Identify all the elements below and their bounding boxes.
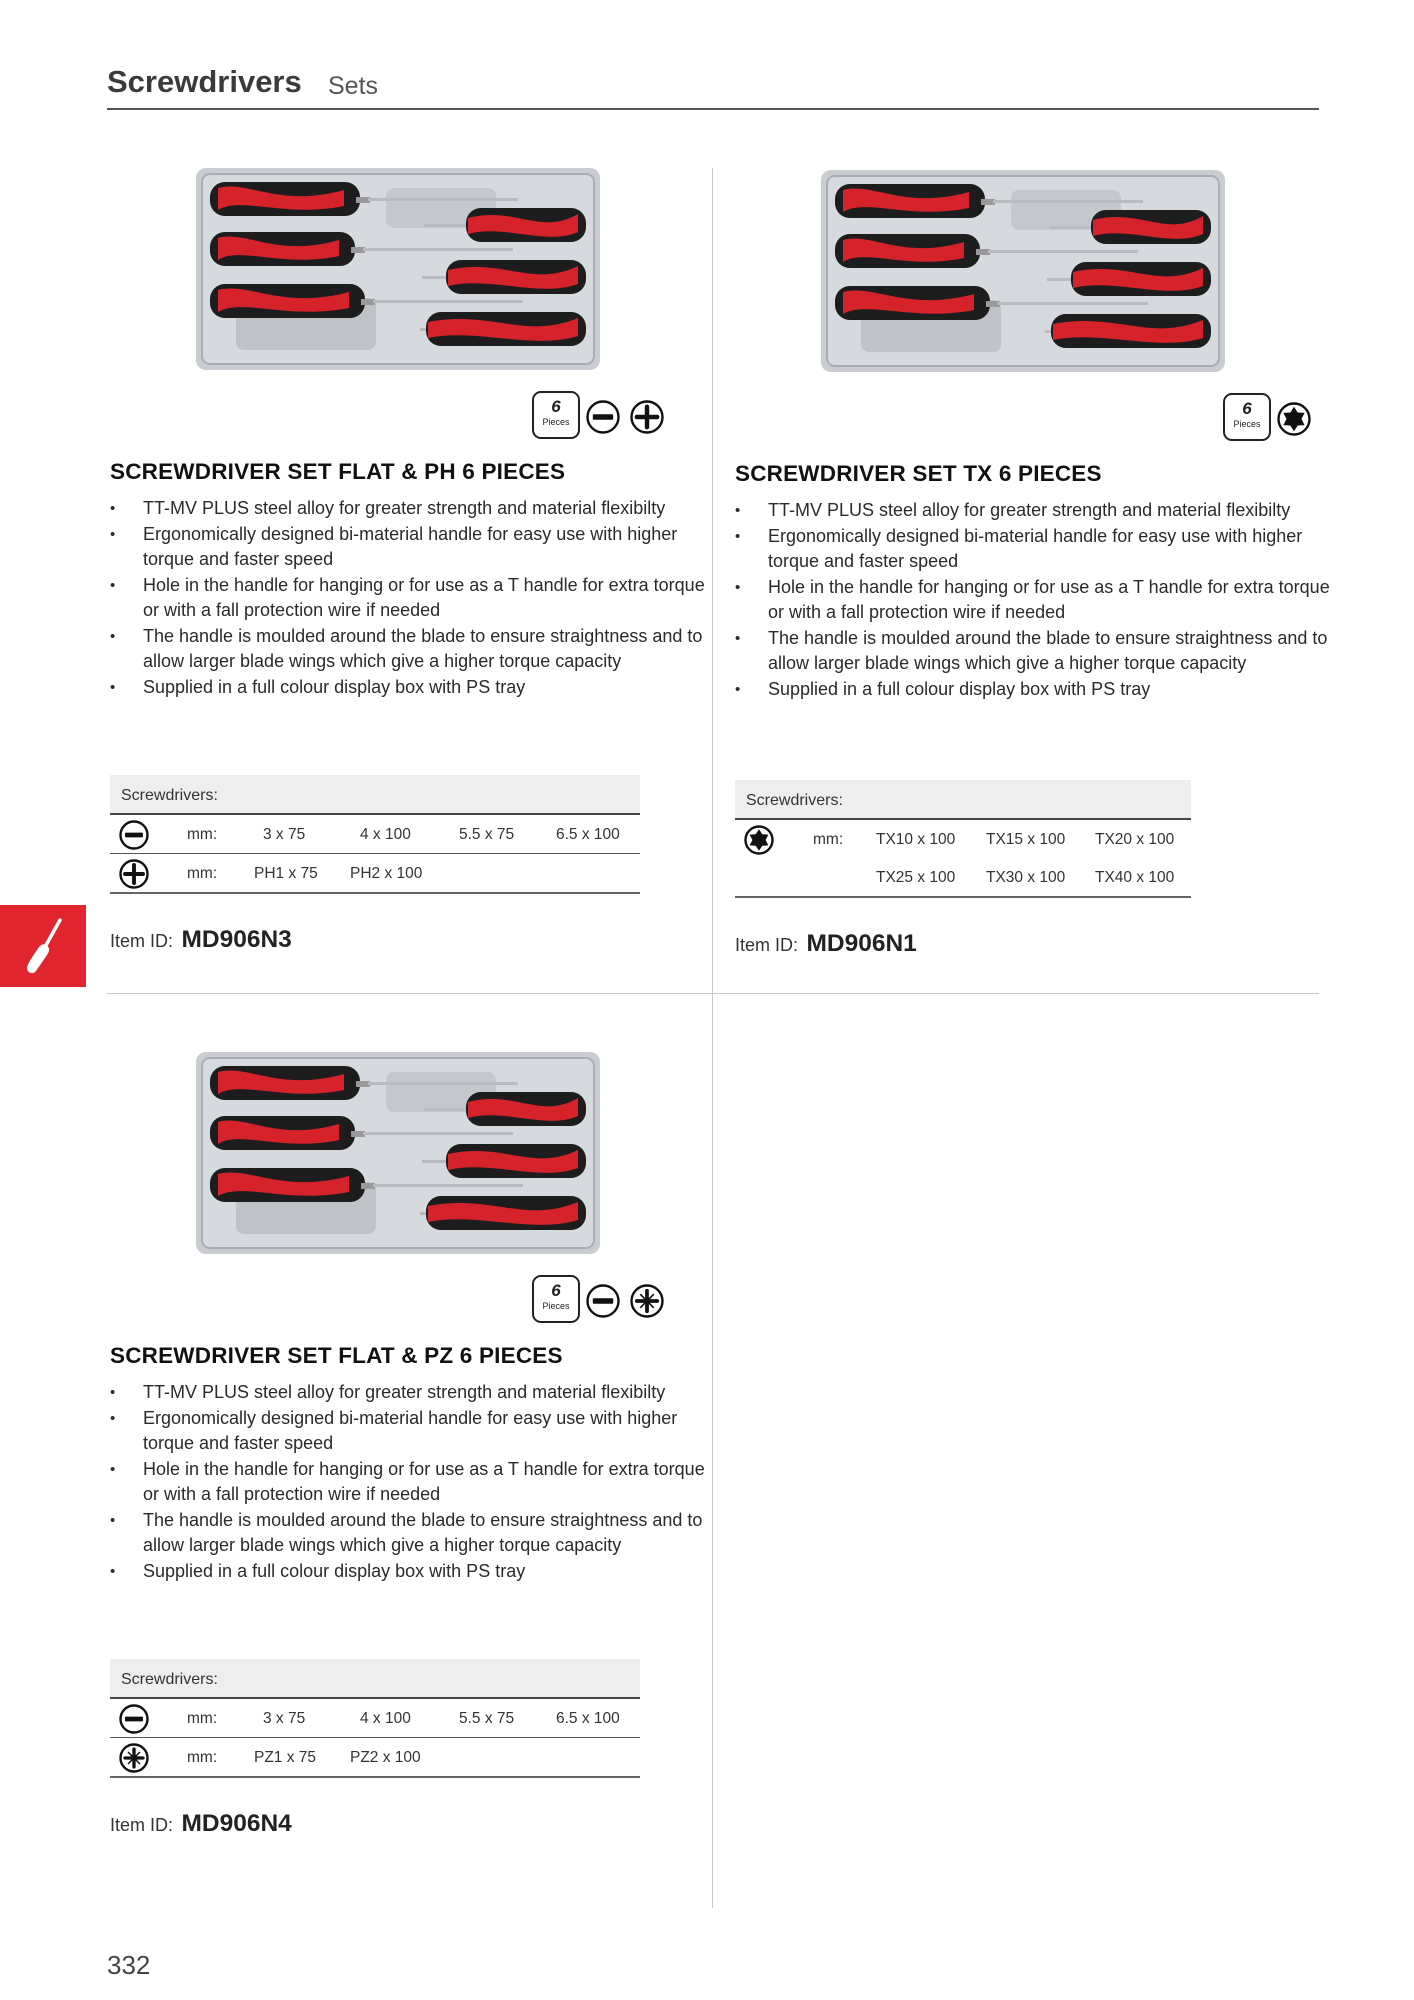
pieces-badge xyxy=(1223,393,1271,441)
pozidriv-tip-icon xyxy=(630,1284,664,1323)
pieces-label: Pieces xyxy=(1233,419,1261,429)
spec-value: PZ2 x 100 xyxy=(350,1749,421,1766)
item-id-label: Item ID: xyxy=(110,1815,174,1835)
feature-item: • Hole in the handle for hanging or for use as a T handle for extra torque or with a fall protection wire if needed xyxy=(735,575,1335,626)
spec-row xyxy=(110,854,640,894)
page-title: Screwdrivers xyxy=(107,64,302,99)
product-card xyxy=(733,170,1333,990)
spec-value: 5.5 x 75 xyxy=(459,826,515,843)
pieces-label: Pieces xyxy=(542,417,570,427)
feature-item: • The handle is moulded around the blade to ensure straightness and to allow larger blade wings which give a higher torque capacity xyxy=(735,626,1335,677)
item-id-label: Item ID: xyxy=(735,935,799,955)
product-card xyxy=(108,168,708,988)
spec-badges xyxy=(108,1275,708,1323)
product-photo xyxy=(196,168,600,370)
feature-item: • Ergonomically designed bi-material handle for easy use with higher torque and faster speed xyxy=(735,524,1335,575)
feature-item: • Ergonomically designed bi-material handle for easy use with higher torque and faster speed xyxy=(110,522,710,573)
item-id-code: MD906N1 xyxy=(806,930,917,957)
feature-item: • Supplied in a full colour display box with PS tray xyxy=(110,675,710,701)
feature-item: • Hole in the handle for hanging or for use as a T handle for extra torque or with a fall protection wire if needed xyxy=(110,573,710,624)
spec-row xyxy=(110,1699,640,1738)
product-card xyxy=(108,1052,708,1872)
screwdriver-icon xyxy=(20,917,66,975)
page-number: 332 xyxy=(107,1950,151,1980)
feature-list xyxy=(110,1380,710,1584)
spec-value: TX10 x 100 xyxy=(876,831,956,848)
spec-value: 5.5 x 75 xyxy=(459,1710,515,1727)
unit-label: mm: xyxy=(187,865,218,882)
spec-value: 3 x 75 xyxy=(263,1710,306,1727)
spec-table-header: Screwdrivers: xyxy=(735,780,1191,820)
phillips-tip-icon xyxy=(630,400,664,434)
flat-tip-icon xyxy=(119,1704,149,1739)
product-photo xyxy=(821,170,1225,372)
pieces-badge xyxy=(532,1275,580,1323)
spec-value: 4 x 100 xyxy=(360,826,411,843)
item-id-code: MD906N3 xyxy=(181,926,292,953)
pozidriv-tip-icon xyxy=(630,1284,664,1318)
feature-list xyxy=(110,496,710,700)
torx-tip-icon xyxy=(744,825,774,855)
torx-tip-icon xyxy=(744,825,774,860)
feature-item: • Ergonomically designed bi-material handle for easy use with higher torque and faster speed xyxy=(110,1406,710,1457)
product-title: SCREWDRIVER SET TX 6 PIECES xyxy=(735,461,1102,486)
pieces-badge xyxy=(532,391,580,439)
product-photo xyxy=(196,1052,600,1254)
feature-item: • Hole in the handle for hanging or for use as a T handle for extra torque or with a fall protection wire if needed xyxy=(110,1457,710,1508)
item-id-label: Item ID: xyxy=(110,931,174,951)
spec-value: TX30 x 100 xyxy=(986,869,1066,886)
feature-item: • Supplied in a full colour display box with PS tray xyxy=(110,1559,710,1585)
row-divider xyxy=(107,993,1319,994)
spec-row xyxy=(110,1738,640,1778)
phillips-tip-icon xyxy=(119,859,149,889)
spec-value: TX20 x 100 xyxy=(1095,831,1175,848)
flat-tip-icon xyxy=(119,820,149,855)
feature-item: • TT-MV PLUS steel alloy for greater strength and material flexibilty xyxy=(110,496,710,522)
pieces-count: 6 xyxy=(551,1281,561,1300)
flat-tip-icon xyxy=(119,1704,149,1734)
unit-label: mm: xyxy=(187,1710,218,1727)
phillips-tip-icon xyxy=(630,400,664,439)
flat-tip-icon xyxy=(586,400,620,434)
spec-table xyxy=(110,1659,640,1778)
spec-value: PH1 x 75 xyxy=(254,865,318,882)
spec-table xyxy=(110,775,640,894)
spec-value: PH2 x 100 xyxy=(350,865,423,882)
flat-tip-icon xyxy=(586,1284,620,1323)
spec-value: PZ1 x 75 xyxy=(254,1749,317,1766)
feature-item: • The handle is moulded around the blade to ensure straightness and to allow larger blade wings which give a higher torque capacity xyxy=(110,1508,710,1559)
pieces-label: Pieces xyxy=(542,1301,570,1311)
feature-item: • Supplied in a full colour display box with PS tray xyxy=(735,677,1335,703)
feature-list xyxy=(735,498,1335,702)
pieces-count: 6 xyxy=(551,397,561,416)
spec-row xyxy=(735,858,1191,898)
unit-label: mm: xyxy=(813,831,844,848)
spec-value: 3 x 75 xyxy=(263,826,306,843)
spec-table-header: Screwdrivers: xyxy=(110,775,640,815)
torx-tip-icon xyxy=(1277,402,1311,436)
spec-table-header: Screwdrivers: xyxy=(110,1659,640,1699)
spec-badges xyxy=(733,393,1333,441)
page-subtitle: Sets xyxy=(328,72,379,100)
spec-table xyxy=(735,780,1191,898)
spec-value: TX40 x 100 xyxy=(1095,869,1175,886)
flat-tip-icon xyxy=(586,1284,620,1318)
spec-value: 4 x 100 xyxy=(360,1710,411,1727)
section-tab[interactable] xyxy=(0,905,86,987)
spec-row xyxy=(110,815,640,854)
item-id[interactable] xyxy=(110,926,292,954)
unit-label: mm: xyxy=(187,826,218,843)
product-title: SCREWDRIVER SET FLAT & PH 6 PIECES xyxy=(110,459,566,484)
feature-item: • TT-MV PLUS steel alloy for greater strength and material flexibilty xyxy=(110,1380,710,1406)
item-id[interactable] xyxy=(110,1810,292,1838)
pozidriv-tip-icon xyxy=(119,1743,149,1778)
spec-badges xyxy=(108,391,708,439)
spec-value: TX25 x 100 xyxy=(876,869,956,886)
page-header xyxy=(107,62,1319,110)
phillips-tip-icon xyxy=(119,859,149,894)
spec-value: 6.5 x 100 xyxy=(556,1710,620,1727)
flat-tip-icon xyxy=(119,820,149,850)
item-id-code: MD906N4 xyxy=(181,1810,292,1837)
spec-row xyxy=(735,820,1191,858)
unit-label: mm: xyxy=(187,1749,218,1766)
spec-value: 6.5 x 100 xyxy=(556,826,620,843)
item-id[interactable] xyxy=(735,930,917,958)
feature-item: • TT-MV PLUS steel alloy for greater strength and material flexibilty xyxy=(735,498,1335,524)
flat-tip-icon xyxy=(586,400,620,439)
torx-tip-icon xyxy=(1277,402,1311,441)
column-divider xyxy=(712,168,713,1908)
feature-item: • The handle is moulded around the blade to ensure straightness and to allow larger blade wings which give a higher torque capacity xyxy=(110,624,710,675)
spec-value: TX15 x 100 xyxy=(986,831,1066,848)
pozidriv-tip-icon xyxy=(119,1743,149,1773)
product-title: SCREWDRIVER SET FLAT & PZ 6 PIECES xyxy=(110,1343,563,1368)
pieces-count: 6 xyxy=(1242,399,1252,418)
